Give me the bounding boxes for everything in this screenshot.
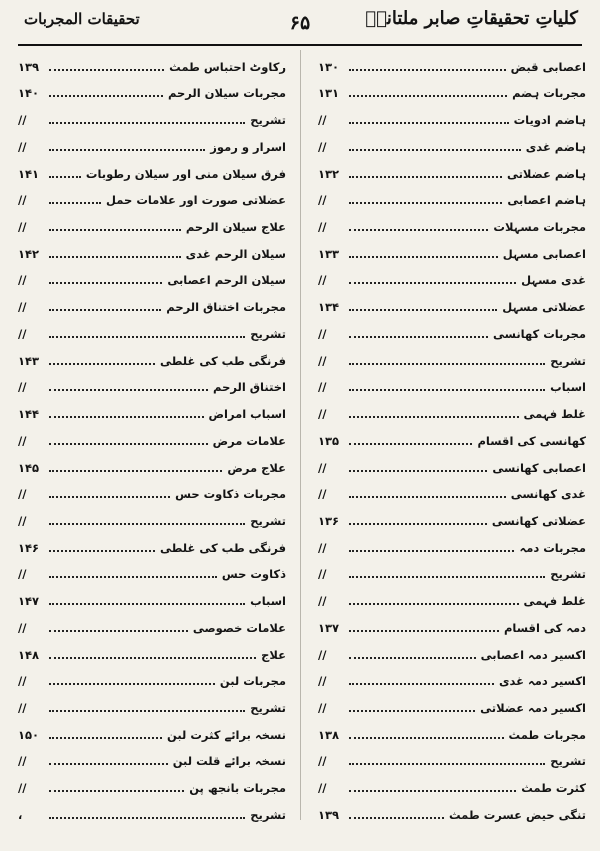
toc-entry-page: //	[18, 380, 27, 395]
toc-entry	[318, 691, 586, 718]
toc-entry-label: اسباب	[250, 594, 286, 609]
dot-leader	[49, 522, 245, 525]
toc-entry	[318, 397, 586, 424]
toc-entry	[18, 718, 286, 745]
toc-entry-page: ۱۳۸	[318, 727, 340, 742]
toc-entry-label: مجربات مسہلات	[493, 220, 586, 235]
dot-leader	[349, 549, 514, 552]
toc-entry-label: غلط فہمی	[523, 407, 586, 422]
toc-entry-label: فرنگی طب کی غلطی	[159, 353, 286, 368]
toc-entry-label: رکاوٹ احتباس طمث	[169, 59, 286, 74]
toc-entry	[318, 558, 586, 585]
toc-entry-label: تنگی حیض عسرت طمث	[448, 807, 586, 822]
dot-leader	[49, 335, 245, 338]
dot-leader	[349, 201, 502, 204]
toc-entry-page: ۱۴۸	[18, 647, 40, 662]
toc-entry	[318, 478, 586, 505]
toc-entry-label: غدی مسہل	[521, 273, 586, 288]
toc-entry	[18, 558, 286, 585]
dot-leader	[49, 736, 162, 739]
toc-entry-page: ۱۴۰	[18, 86, 40, 101]
dot-leader	[49, 682, 215, 685]
dot-leader	[49, 148, 205, 151]
toc-entry	[318, 210, 586, 237]
toc-entry-label: علاج مرض	[227, 460, 286, 475]
dot-leader	[349, 148, 521, 151]
toc-entry-page: ۱۳۲	[318, 166, 340, 181]
toc-entry-label: نسخہ برائے قلت لبن	[172, 754, 286, 769]
page-header	[0, 0, 600, 46]
toc-entry-page: //	[18, 113, 27, 128]
toc-entry-page: //	[318, 326, 327, 341]
toc-entry	[318, 344, 586, 371]
dot-leader	[349, 629, 499, 632]
dot-leader	[349, 308, 497, 311]
dot-leader	[349, 362, 545, 365]
dot-leader	[349, 656, 476, 659]
toc-entry	[318, 665, 586, 692]
toc-entry-page: ۱۳۵	[318, 433, 340, 448]
toc-entry-label: دمہ کی اقسام	[503, 620, 586, 635]
toc-entry-label: عضلاتی صورت اور علامات حمل	[106, 193, 286, 208]
toc-entry	[18, 344, 286, 371]
dot-leader	[49, 602, 245, 605]
toc-entry-page: //	[18, 674, 27, 689]
toc-entry-label: اسرار و رموز	[210, 139, 286, 154]
dot-leader	[49, 362, 155, 365]
dot-leader	[349, 789, 516, 792]
toc-entry-page: //	[318, 781, 327, 796]
toc-entry-page: //	[18, 620, 27, 635]
toc-entry	[18, 290, 286, 317]
toc-entry	[318, 531, 586, 558]
toc-entry	[18, 504, 286, 531]
toc-entry-page: ۱۴۶	[18, 540, 40, 555]
dot-leader	[349, 762, 545, 765]
toc-entry-page: ۱۳۷	[318, 620, 340, 635]
dot-leader	[49, 68, 164, 71]
toc-entry-label: اکسیر دمہ عضلاتی	[480, 700, 586, 715]
toc-entry	[18, 184, 286, 211]
toc-entry-page: //	[318, 460, 327, 475]
toc-right-column	[318, 50, 586, 825]
toc-entry-page: ۱۴۳	[18, 353, 40, 368]
dot-leader	[49, 281, 162, 284]
toc-entry-label: تشریح	[250, 513, 286, 528]
toc-entry-label: علاج	[261, 647, 286, 662]
toc-entry	[318, 638, 586, 665]
toc-entry-page: //	[318, 139, 327, 154]
toc-entry	[18, 50, 286, 77]
toc-entry-page: //	[18, 700, 27, 715]
dot-leader	[49, 816, 245, 819]
dot-leader	[49, 201, 101, 204]
toc-entry	[318, 157, 586, 184]
toc-entry	[18, 103, 286, 130]
toc-entry-page: ،	[18, 807, 23, 822]
running-title: کلیاتِ تحقیقاتِ صابر ملتانیؒ	[365, 8, 578, 29]
header-rule	[18, 44, 582, 46]
toc-entry	[318, 451, 586, 478]
toc-entry	[318, 184, 586, 211]
toc-entry-label: فرق سیلان منی اور سیلان رطوبات	[85, 166, 286, 181]
toc-entry-page: //	[318, 353, 327, 368]
dot-leader	[349, 442, 472, 445]
toc-entry-label: مجربات دمہ	[519, 540, 586, 555]
toc-entry-page: //	[18, 273, 27, 288]
dot-leader	[49, 629, 188, 632]
toc-entry	[318, 584, 586, 611]
dot-leader	[349, 68, 506, 71]
dot-leader	[49, 121, 245, 124]
toc-entry-page: //	[318, 380, 327, 395]
toc-entry	[318, 130, 586, 157]
toc-entry-label: اسباب	[550, 380, 586, 395]
toc-entry-page: ۱۳۳	[318, 246, 340, 261]
toc-entry-page: //	[318, 647, 327, 662]
toc-entry-page: //	[18, 781, 27, 796]
toc-entry	[318, 504, 586, 531]
dot-leader	[49, 388, 208, 391]
toc-entry	[18, 531, 286, 558]
dot-leader	[349, 228, 488, 231]
toc-entry-page: //	[18, 220, 27, 235]
toc-entry-page: //	[318, 594, 327, 609]
toc-entry-label: سیلان الرحم اعصابی	[167, 273, 286, 288]
toc-entry-label: غلط فہمی	[523, 594, 586, 609]
toc-entry-label: تشریح	[550, 567, 586, 582]
toc-entry-label: تشریح	[250, 113, 286, 128]
page-number: ۶۵	[289, 12, 311, 34]
toc-entry-page: ۱۴۴	[18, 407, 40, 422]
toc-entry-page: ۱۳۴	[318, 300, 340, 315]
toc-entry-label: تشریح	[550, 754, 586, 769]
toc-entry	[318, 611, 586, 638]
toc-entry	[318, 77, 586, 104]
toc-entry-label: مجربات اختناق الرحم	[166, 300, 286, 315]
toc-entry	[318, 798, 586, 825]
dot-leader	[49, 656, 256, 659]
toc-entry-page: //	[318, 674, 327, 689]
toc-entry-label: مجربات ذکاوت حس	[175, 487, 286, 502]
toc-entry-page: ۱۳۰	[318, 59, 340, 74]
toc-entry	[18, 424, 286, 451]
toc-entry-label: تشریح	[250, 700, 286, 715]
toc-entry-page: ۱۳۹	[318, 807, 340, 822]
toc-entry-page: //	[18, 326, 27, 341]
toc-entry-label: تشریح	[250, 807, 286, 822]
toc-entry-label: نسخہ برائے کثرت لبن	[167, 727, 286, 742]
toc-left-column	[18, 50, 286, 825]
toc-entry	[318, 237, 586, 264]
toc-entry-label: عضلاتی مسہل	[502, 300, 586, 315]
toc-entry	[18, 638, 286, 665]
toc-entry-page: //	[318, 407, 327, 422]
toc-entry-label: فرنگی طب کی غلطی	[159, 540, 286, 555]
toc-entry-label: اعصابی قبض	[510, 59, 586, 74]
toc-entry-label: مجربات کھانسی	[492, 326, 586, 341]
toc-entry-label: کثرت طمث	[521, 781, 586, 796]
toc-entry	[18, 371, 286, 398]
toc-entry	[318, 290, 586, 317]
toc-entry	[18, 317, 286, 344]
toc-entry-page: ۱۳۱	[318, 86, 340, 101]
toc-entry	[18, 157, 286, 184]
toc-entry-label: تشریح	[550, 353, 586, 368]
dot-leader	[49, 308, 161, 311]
dot-leader	[349, 255, 498, 258]
toc-entry-page: //	[18, 139, 27, 154]
dot-leader	[349, 415, 519, 418]
toc-entry-label: مجربات سیلان الرحم	[167, 86, 286, 101]
toc-entry	[318, 745, 586, 772]
toc-entry-label: تشریح	[250, 326, 286, 341]
dot-leader	[349, 335, 488, 338]
toc-entry-page: //	[18, 567, 27, 582]
toc-entry	[18, 237, 286, 264]
dot-leader	[349, 816, 444, 819]
toc-entry	[18, 745, 286, 772]
toc-entry-page: //	[318, 540, 327, 555]
toc-entry	[18, 451, 286, 478]
dot-leader	[349, 495, 506, 498]
toc-entry	[18, 397, 286, 424]
toc-entry	[18, 691, 286, 718]
toc-entry-label: مجربات طمث	[508, 727, 586, 742]
toc-entry-label: علامات خصوصی	[192, 620, 286, 635]
toc-entry-label: ہاضم ادویات	[513, 113, 586, 128]
dot-leader	[349, 281, 516, 284]
toc-entry-label: اسباب امراض	[208, 407, 286, 422]
dot-leader	[49, 495, 170, 498]
toc-entry-page: ۱۴۵	[18, 460, 40, 475]
toc-entry	[18, 771, 286, 798]
dot-leader	[49, 94, 163, 97]
toc-entry	[18, 264, 286, 291]
dot-leader	[49, 762, 168, 765]
toc-entry-page: //	[18, 487, 27, 502]
dot-leader	[49, 789, 184, 792]
section-title: تحقیقات المجربات	[24, 10, 140, 28]
dot-leader	[49, 255, 181, 258]
toc-entry	[318, 264, 586, 291]
dot-leader	[349, 709, 475, 712]
toc-entry-label: علامات مرض	[212, 433, 286, 448]
dot-leader	[349, 121, 509, 124]
toc-entry	[318, 424, 586, 451]
toc-entry-page: //	[18, 513, 27, 528]
dot-leader	[49, 228, 181, 231]
toc-entry-page: //	[318, 567, 327, 582]
toc-entry-page: //	[318, 700, 327, 715]
dot-leader	[349, 469, 487, 472]
toc-entry-page: //	[18, 433, 27, 448]
toc-entry	[318, 317, 586, 344]
toc-entry	[18, 478, 286, 505]
toc-entry	[318, 103, 586, 130]
dot-leader	[49, 442, 208, 445]
toc-entry-page: ۱۳۹	[18, 59, 40, 74]
toc-entry	[18, 611, 286, 638]
toc-entry-page: //	[18, 193, 27, 208]
toc-entry-label: ذکاوت حس	[221, 567, 286, 582]
toc-entry-page: //	[318, 754, 327, 769]
toc-entry-page: //	[318, 113, 327, 128]
toc-entry-label: اکسیر دمہ اعصابی	[480, 647, 586, 662]
toc-entry	[18, 665, 286, 692]
toc-entry-label: علاج سیلان الرحم	[185, 220, 286, 235]
toc-entry	[18, 798, 286, 825]
dot-leader	[49, 415, 204, 418]
toc-entry-page: ۱۴۲	[18, 246, 40, 261]
toc-entry-page: ۱۳۶	[318, 513, 340, 528]
toc-entry-page: //	[318, 220, 327, 235]
toc-entry-label: اعصابی کھانسی	[492, 460, 586, 475]
toc-entry-label: ہاضم اعصابی	[507, 193, 586, 208]
toc-entry-label: اختناق الرحم	[213, 380, 286, 395]
toc-entry	[318, 371, 586, 398]
toc-entry-page: ۱۴۷	[18, 594, 40, 609]
toc-entry-page: ۱۵۰	[18, 727, 40, 742]
dot-leader	[349, 682, 494, 685]
toc-entry	[18, 130, 286, 157]
dot-leader	[349, 575, 545, 578]
dot-leader	[349, 388, 545, 391]
toc-entry-label: ہاضم عضلاتی	[506, 166, 586, 181]
toc-entry-page: //	[318, 193, 327, 208]
dot-leader	[349, 175, 502, 178]
toc-entry	[18, 210, 286, 237]
dot-leader	[49, 575, 217, 578]
toc-entry	[18, 77, 286, 104]
toc-entry-page: //	[18, 300, 27, 315]
toc-entry-label: مجربات ہضم	[512, 86, 586, 101]
dot-leader	[49, 549, 155, 552]
toc-entry	[318, 771, 586, 798]
column-divider	[300, 50, 301, 820]
toc-entry-page: ۱۴۱	[18, 166, 40, 181]
toc-entry-page: //	[318, 273, 327, 288]
toc-entry-label: مجربات لبن	[219, 674, 286, 689]
dot-leader	[349, 94, 507, 97]
dot-leader	[49, 175, 81, 178]
dot-leader	[349, 736, 504, 739]
toc-entry-label: ہاضم غدی	[525, 139, 586, 154]
toc-entry-page: //	[318, 487, 327, 502]
dot-leader	[349, 602, 519, 605]
toc-entry-label: اکسیر دمہ غدی	[499, 674, 586, 689]
toc-entry-label: عضلاتی کھانسی	[491, 513, 586, 528]
toc-entry-label: کھانسی کی اقسام	[477, 433, 586, 448]
toc-entry-page: //	[18, 754, 27, 769]
toc-entry	[18, 584, 286, 611]
toc-entry	[318, 50, 586, 77]
dot-leader	[349, 522, 487, 525]
toc-entry-label: مجربات بانجھ پن	[189, 781, 286, 796]
toc-entry-label: اعصابی مسہل	[502, 246, 586, 261]
toc-entry	[318, 718, 586, 745]
toc-entry-label: غدی کھانسی	[510, 487, 586, 502]
toc-entry-label: سیلان الرحم غدی	[185, 246, 286, 261]
dot-leader	[49, 709, 245, 712]
dot-leader	[49, 469, 222, 472]
